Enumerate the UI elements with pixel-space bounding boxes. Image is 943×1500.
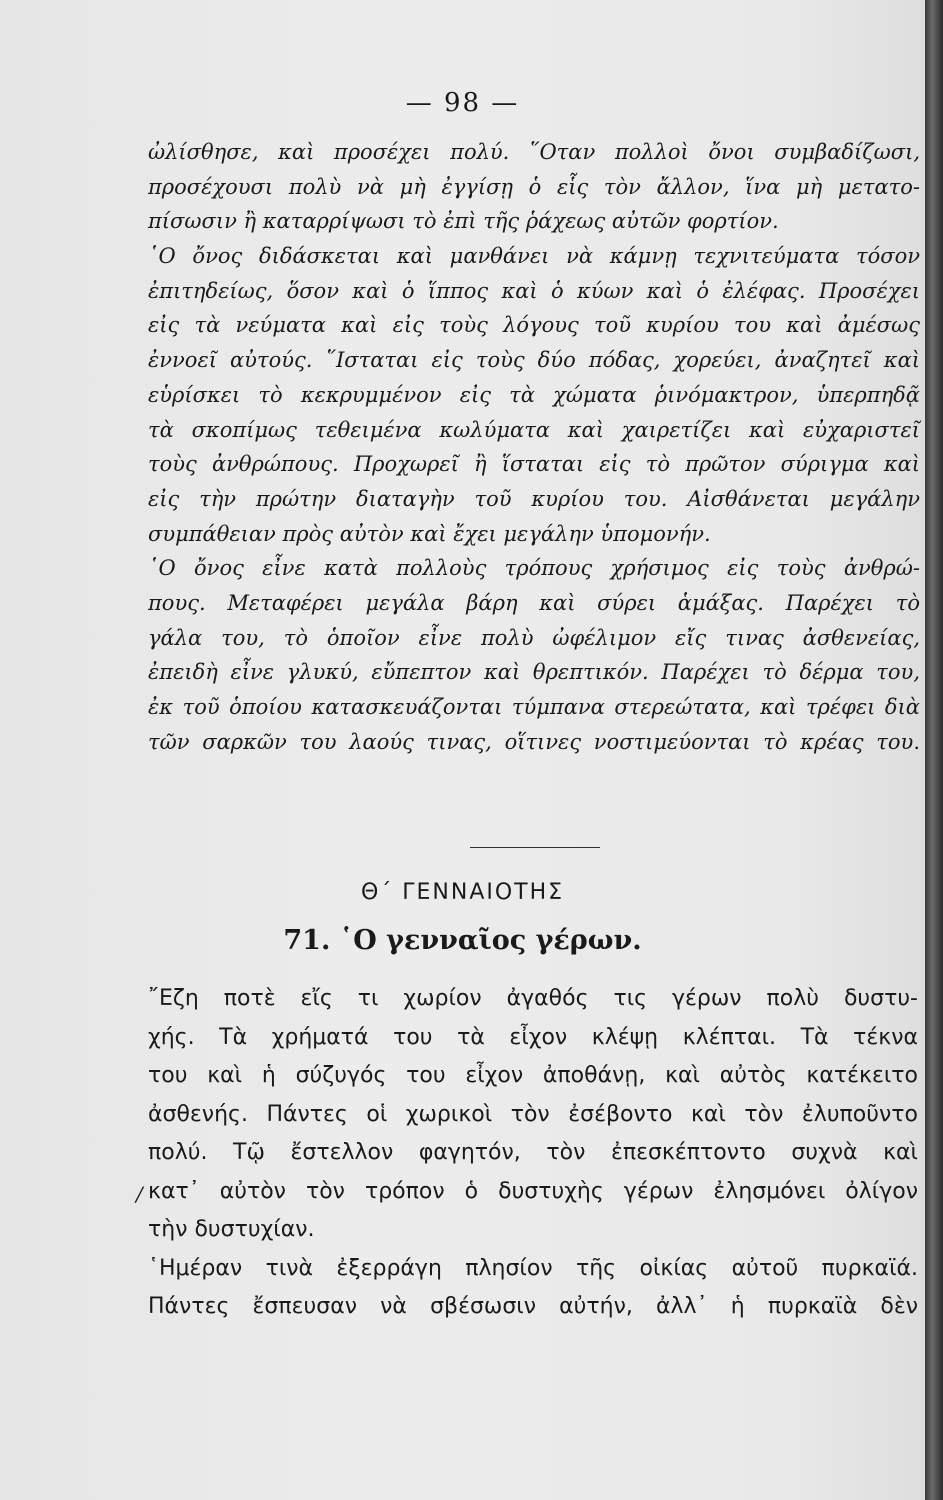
body-text-section-b (148, 980, 918, 1327)
page-number: — 98 — (405, 88, 520, 118)
text-line: ἐννοεῖ αὐτούς. ῞Ισταται εἰς τοὺς δύο πόδας, χορεύει, ἀναζητεῖ καὶ (148, 348, 920, 373)
text-line: εἰς τὰ νεύματα καὶ εἰς τοὺς λόγους τοῦ κυρίου του καὶ ἀμέσως (148, 313, 920, 338)
text-line: χής. Τὰ χρήματά του τὰ εἶχον κλέψῃ κλέπται. Τὰ τέκνα (148, 1024, 918, 1050)
text-line: γάλα του, τὸ ὁποῖον εἶνε πολὺ ὠφέλιμον εἴς τινας ἀσθενείας, (148, 625, 920, 650)
text-line: προσέχουσι πολὺ νὰ μὴ ἐγγίσῃ ὁ εἷς τὸν ἄλλον, ἵνα μὴ μετατο- (148, 174, 920, 199)
text-line: πους. Μεταφέρει μεγάλα βάρη καὶ σύρει ἁμάξας. Παρέχει τὸ (148, 590, 920, 615)
text-line: ἐκ τοῦ ὁποίου κατασκευάζονται τύμπανα στερεώτατα, καὶ τρέφει διὰ (148, 695, 920, 719)
text-line: ῾Ημέραν τινὰ ἐξερράγη πλησίον τῆς οἰκίας αὐτοῦ πυρκαϊά. (148, 1255, 918, 1281)
page-edge-shadow (925, 0, 943, 1500)
text-line: κατ᾿ αὐτὸν τὸν τρόπον ὁ δυστυχὴς γέρων ἐλησμόνει ὀλίγον (148, 1178, 918, 1204)
text-line: πολύ. Τῷ ἔστελλον φαγητόν, τὸν ἐπεσκέπτοντο συχνὰ καὶ (148, 1140, 918, 1165)
text-line: εἰς τὴν πρώτην διαταγὴν τοῦ κυρίου του. Αἰσθάνεται μεγάλην (148, 486, 920, 511)
section-divider (470, 847, 600, 848)
text-line: τὰ σκοπίμως τεθειμένα κωλύματα καὶ χαιρετίζει καὶ εὐχαριστεῖ (148, 417, 920, 442)
text-line: ὠλίσθησε, καὶ προσέχει πολύ. ῞Οταν πολλοὶ ὄνοι συμβαδίζωσι, (148, 140, 920, 164)
text-line: ῾Ο ὄνος διδάσκεται καὶ μανθάνει νὰ κάμνῃ τεχνιτεύματα τόσον (148, 244, 920, 269)
text-line: τοὺς ἀνθρώπους. Προχωρεῖ ἢ ἵσταται εἰς τὸ πρῶτον σύριγμα καὶ (148, 452, 920, 477)
text-line: τὴν δυστυχίαν. (148, 1217, 315, 1242)
text-line: ῎Εζη ποτὲ εἴς τι χωρίον ἀγαθός τις γέρων πολὺ δυστυ- (148, 986, 918, 1011)
margin-pencil-mark: / (136, 1182, 143, 1206)
text-line: Πάντες ἔσπευσαν νὰ σβέσωσιν αὐτήν, ἀλλ᾿ ἡ πυρκαϊὰ δὲν (148, 1294, 918, 1319)
text-line: πίσωσιν ἢ καταρρίψωσι τὸ ἐπὶ τῆς ῥάχεως αὐτῶν φορτίον. (148, 209, 779, 234)
text-line: ἐπιτηδείως, ὅσον καὶ ὁ ἵππος καὶ ὁ κύων καὶ ὁ ἐλέφας. Προσέχει (148, 278, 920, 303)
section-heading: Θ΄ ΓΕΝΝΑΙΟΤΗΣ (360, 880, 565, 905)
body-text-section-a (148, 135, 920, 759)
text-line: ῾Ο ὄνος εἶνε κατὰ πολλοὺς τρόπους χρήσιμος εἰς τοὺς ἀνθρώ- (148, 556, 920, 581)
text-line: του καὶ ἡ σύζυγός του εἶχον ἀποθάνῃ, καὶ αὐτὸς κατέκειτο (148, 1063, 918, 1088)
text-line: τῶν σαρκῶν του λαούς τινας, οἵτινες νοστιμεύονται τὸ κρέας του. (148, 729, 920, 754)
text-line: ἐπειδὴ εἶνε γλυκύ, εὔπεπτον καὶ θρεπτικόν. Παρέχει τὸ δέρμα του, (148, 660, 920, 685)
text-line: εὑρίσκει τὸ κεκρυμμένον εἰς τὰ χώματα ῥινόμακτρον, ὑπερπηδᾷ (148, 382, 920, 407)
story-title: 71. ῾Ο γενναῖος γέρων. (283, 925, 642, 956)
text-line: ἀσθενής. Πάντες οἱ χωρικοὶ τὸν ἐσέβοντο καὶ τὸν ἐλυποῦντο (148, 1101, 918, 1127)
text-line: συμπάθειαν πρὸς αὐτὸν καὶ ἔχει μεγάλην ὑπομονήν. (148, 521, 711, 546)
